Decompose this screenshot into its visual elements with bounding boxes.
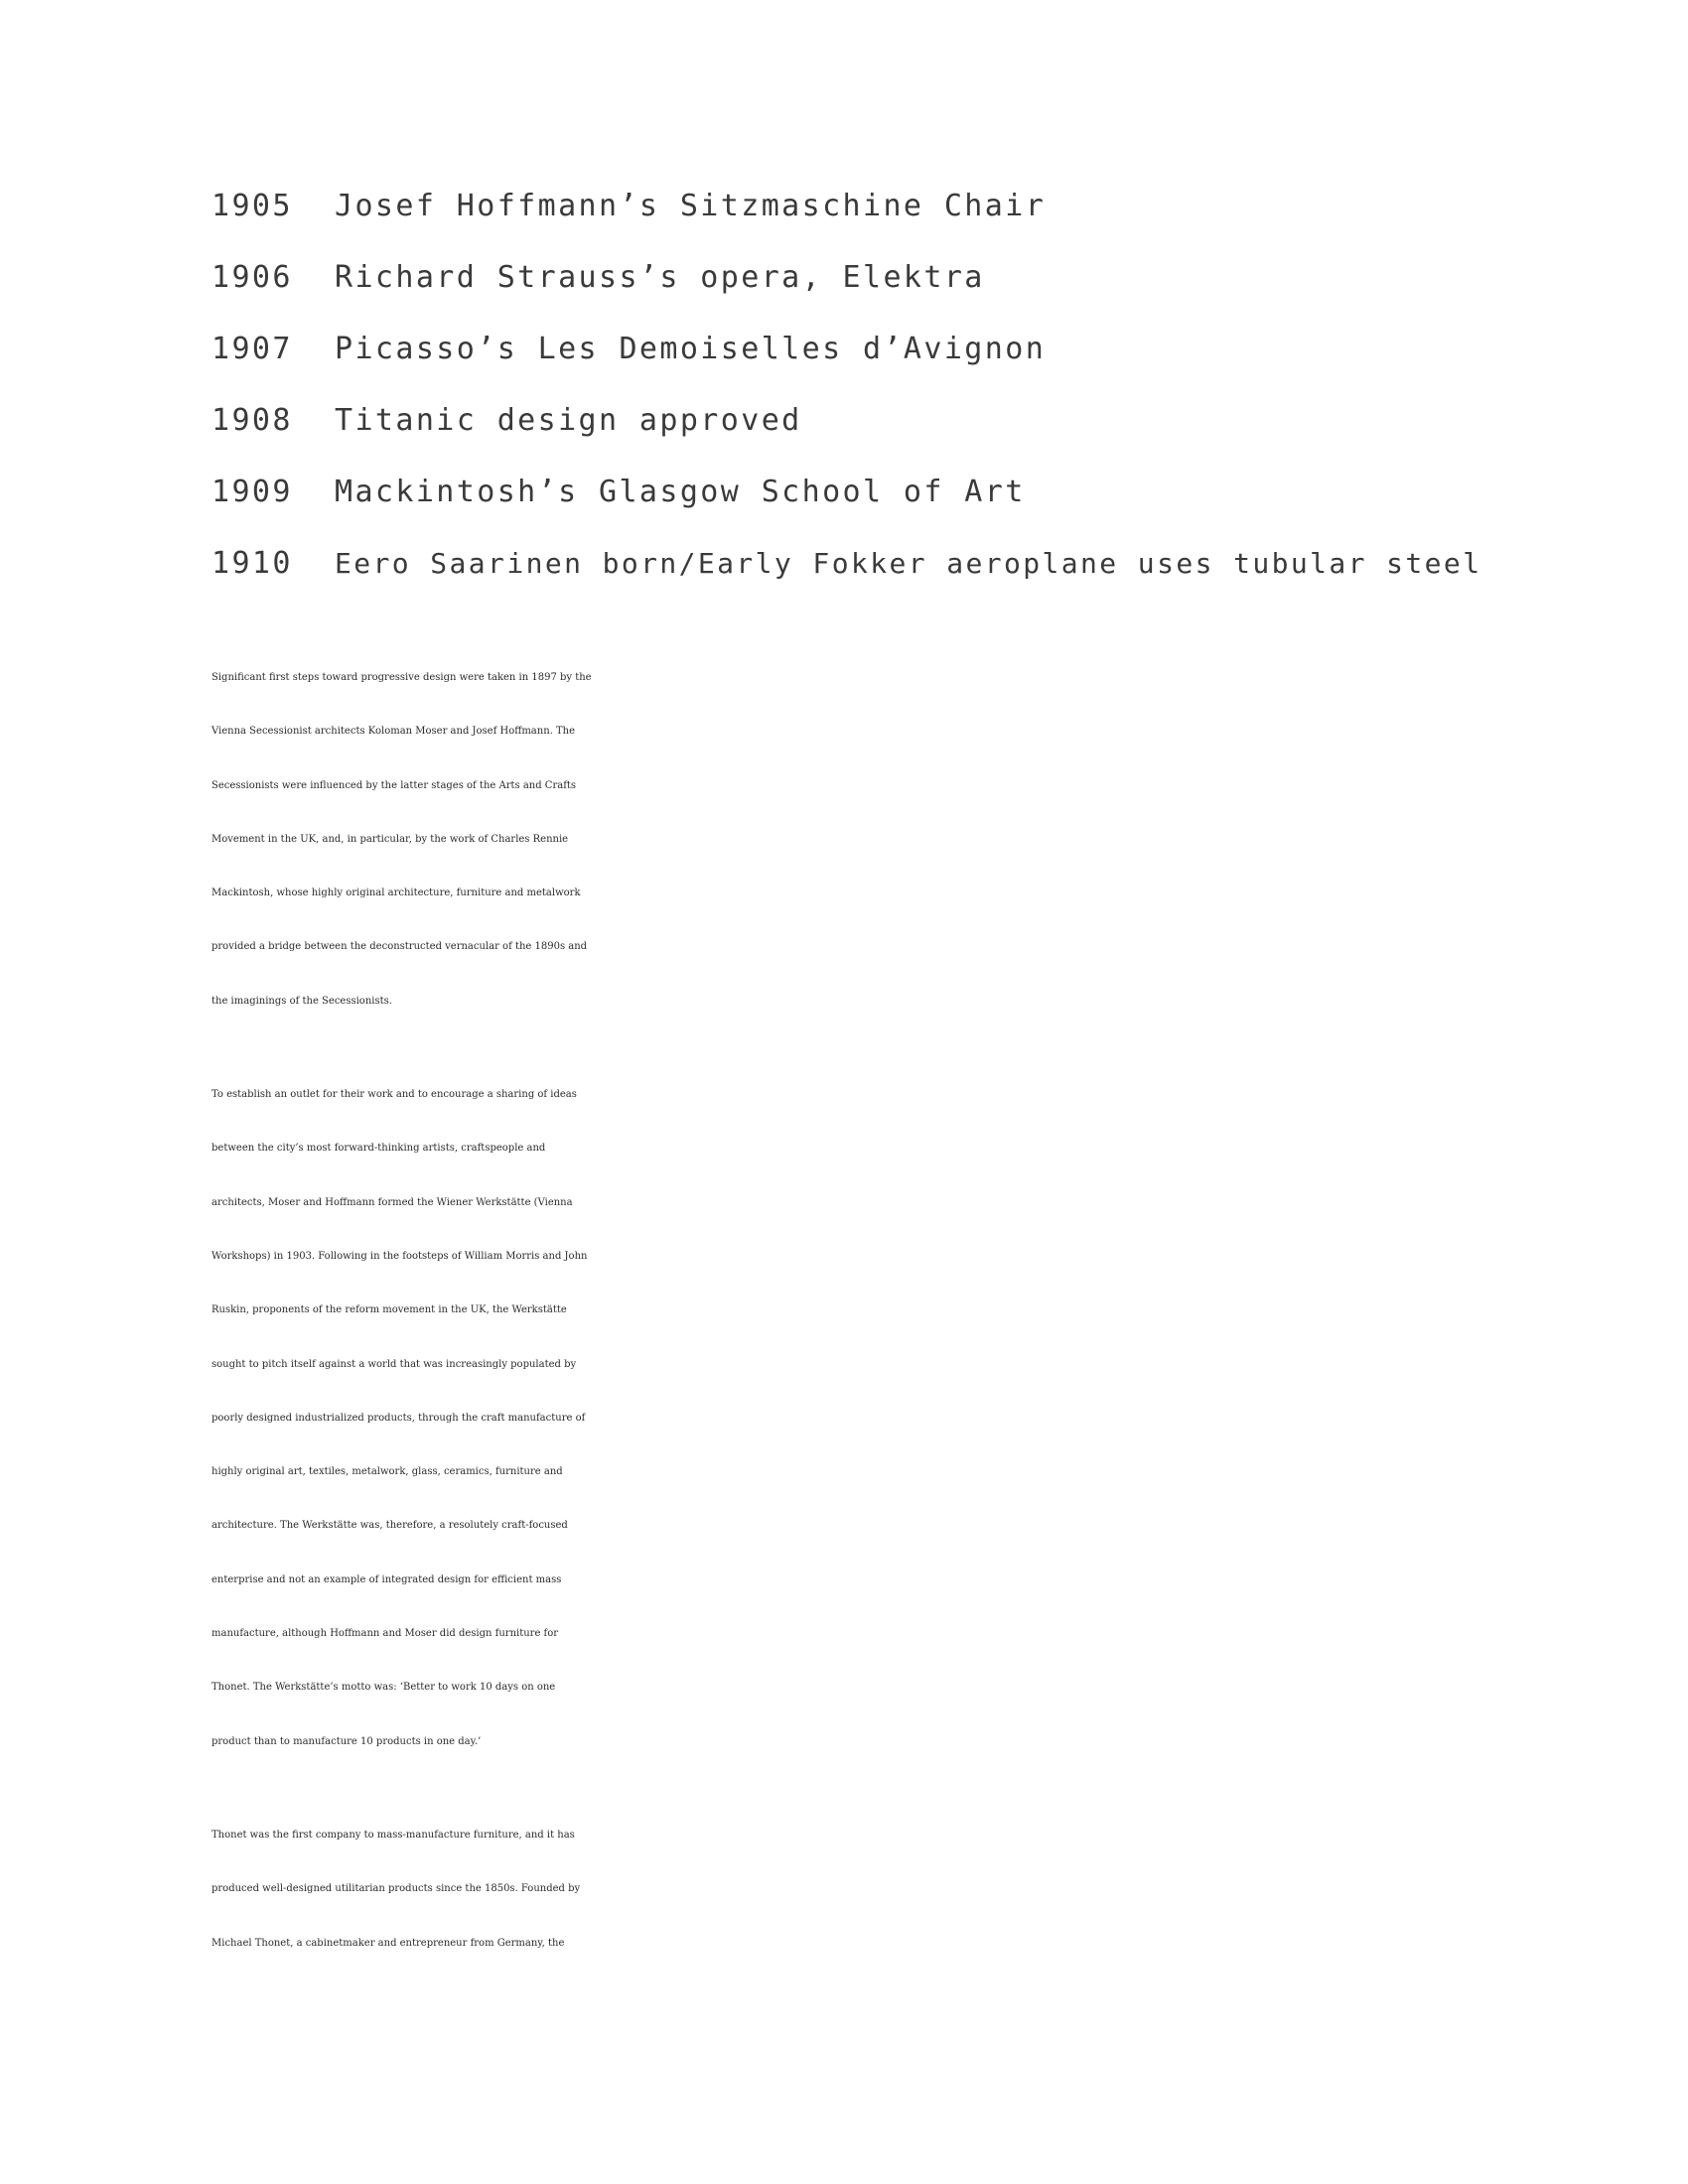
- text-line: Significant first steps toward progressive design were taken in 1897 by the: [211, 672, 592, 683]
- timeline-year: 1909: [211, 475, 293, 509]
- paragraph-thonet: [211, 1809, 1502, 1971]
- timeline-event: Mackintosh’s Glasgow School of Art: [335, 475, 1026, 509]
- timeline-row: [211, 546, 1502, 617]
- timeline-year: 1905: [211, 189, 293, 223]
- text-line: Mackintosh, whose highly original architecture, furniture and metalwork: [211, 887, 581, 899]
- timeline-year: 1907: [211, 332, 293, 366]
- timeline-row: [211, 189, 1502, 260]
- timeline-year: 1906: [211, 260, 293, 295]
- text-line: Workshops) in 1903. Following in the footsteps of William Morris and John: [211, 1250, 588, 1262]
- text-line: provided a bridge between the deconstructed vernacular of the 1890s and: [211, 941, 588, 953]
- text-line: Michael Thonet, a cabinetmaker and entrepreneur from Germany, the: [211, 1937, 565, 1949]
- paragraph-secession: [211, 651, 1502, 1028]
- text-line: product than to manufacture 10 products in one day.’: [211, 1735, 482, 1747]
- text-line: highly original art, textiles, metalwork, glass, ceramics, furniture and: [211, 1466, 563, 1478]
- text-line: between the city’s most forward-thinking artists, craftspeople and: [211, 1143, 546, 1155]
- timeline-event: Eero Saarinen born/Early Fokker aeroplane uses tubular steel: [335, 547, 1482, 580]
- text-line: Secessionists were influenced by the latter stages of the Arts and Crafts: [211, 779, 577, 791]
- text-line: Thonet. The Werkstätte’s motto was: ‘Better to work 10 days on one: [211, 1682, 556, 1694]
- text-line: To establish an outlet for their work and to encourage a sharing of ideas: [211, 1089, 577, 1101]
- text-line: manufacture, although Hoffmann and Moser did design furniture for: [211, 1628, 559, 1640]
- text-line: Vienna Secessionist architects Koloman Moser and Josef Hoffmann. The: [211, 726, 576, 738]
- timeline-row: [211, 260, 1502, 332]
- body-text: [211, 651, 1502, 1971]
- timeline-year: 1908: [211, 403, 293, 438]
- page-content: [211, 189, 1502, 2010]
- timeline-row: [211, 475, 1502, 546]
- timeline-event: Picasso’s Les Demoiselles d’Avignon: [335, 332, 1047, 366]
- text-line: enterprise and not an example of integrated design for efficient mass: [211, 1573, 562, 1585]
- timeline-event: Titanic design approved: [335, 403, 802, 438]
- text-line: Movement in the UK, and, in particular, by the work of Charles Rennie: [211, 833, 569, 845]
- text-line: produced well-designed utilitarian products since the 1850s. Founded by: [211, 1883, 581, 1895]
- text-line: poorly designed industrialized products, through the craft manufacture of: [211, 1412, 586, 1424]
- text-line: architecture. The Werkstätte was, therefore, a resolutely craft-focused: [211, 1520, 568, 1532]
- timeline-row: [211, 403, 1502, 475]
- paragraph-werkstatte: [211, 1068, 1502, 1769]
- timeline-year: 1910: [211, 546, 293, 581]
- text-line: architects, Moser and Hoffmann formed the Wiener Werkstätte (Vienna: [211, 1196, 573, 1208]
- text-line: sought to pitch itself against a world that was increasingly populated by: [211, 1358, 577, 1370]
- text-line: Thonet was the first company to mass-manufacture furniture, and it has: [211, 1829, 575, 1841]
- timeline-event: Richard Strauss’s opera, Elektra: [335, 260, 985, 295]
- timeline-list: [211, 189, 1502, 617]
- text-line: Ruskin, proponents of the reform movement in the UK, the Werkstätte: [211, 1304, 567, 1316]
- timeline-event: Josef Hoffmann’s Sitzmaschine Chair: [335, 189, 1047, 223]
- text-line: the imaginings of the Secessionists.: [211, 995, 392, 1007]
- timeline-row: [211, 332, 1502, 403]
